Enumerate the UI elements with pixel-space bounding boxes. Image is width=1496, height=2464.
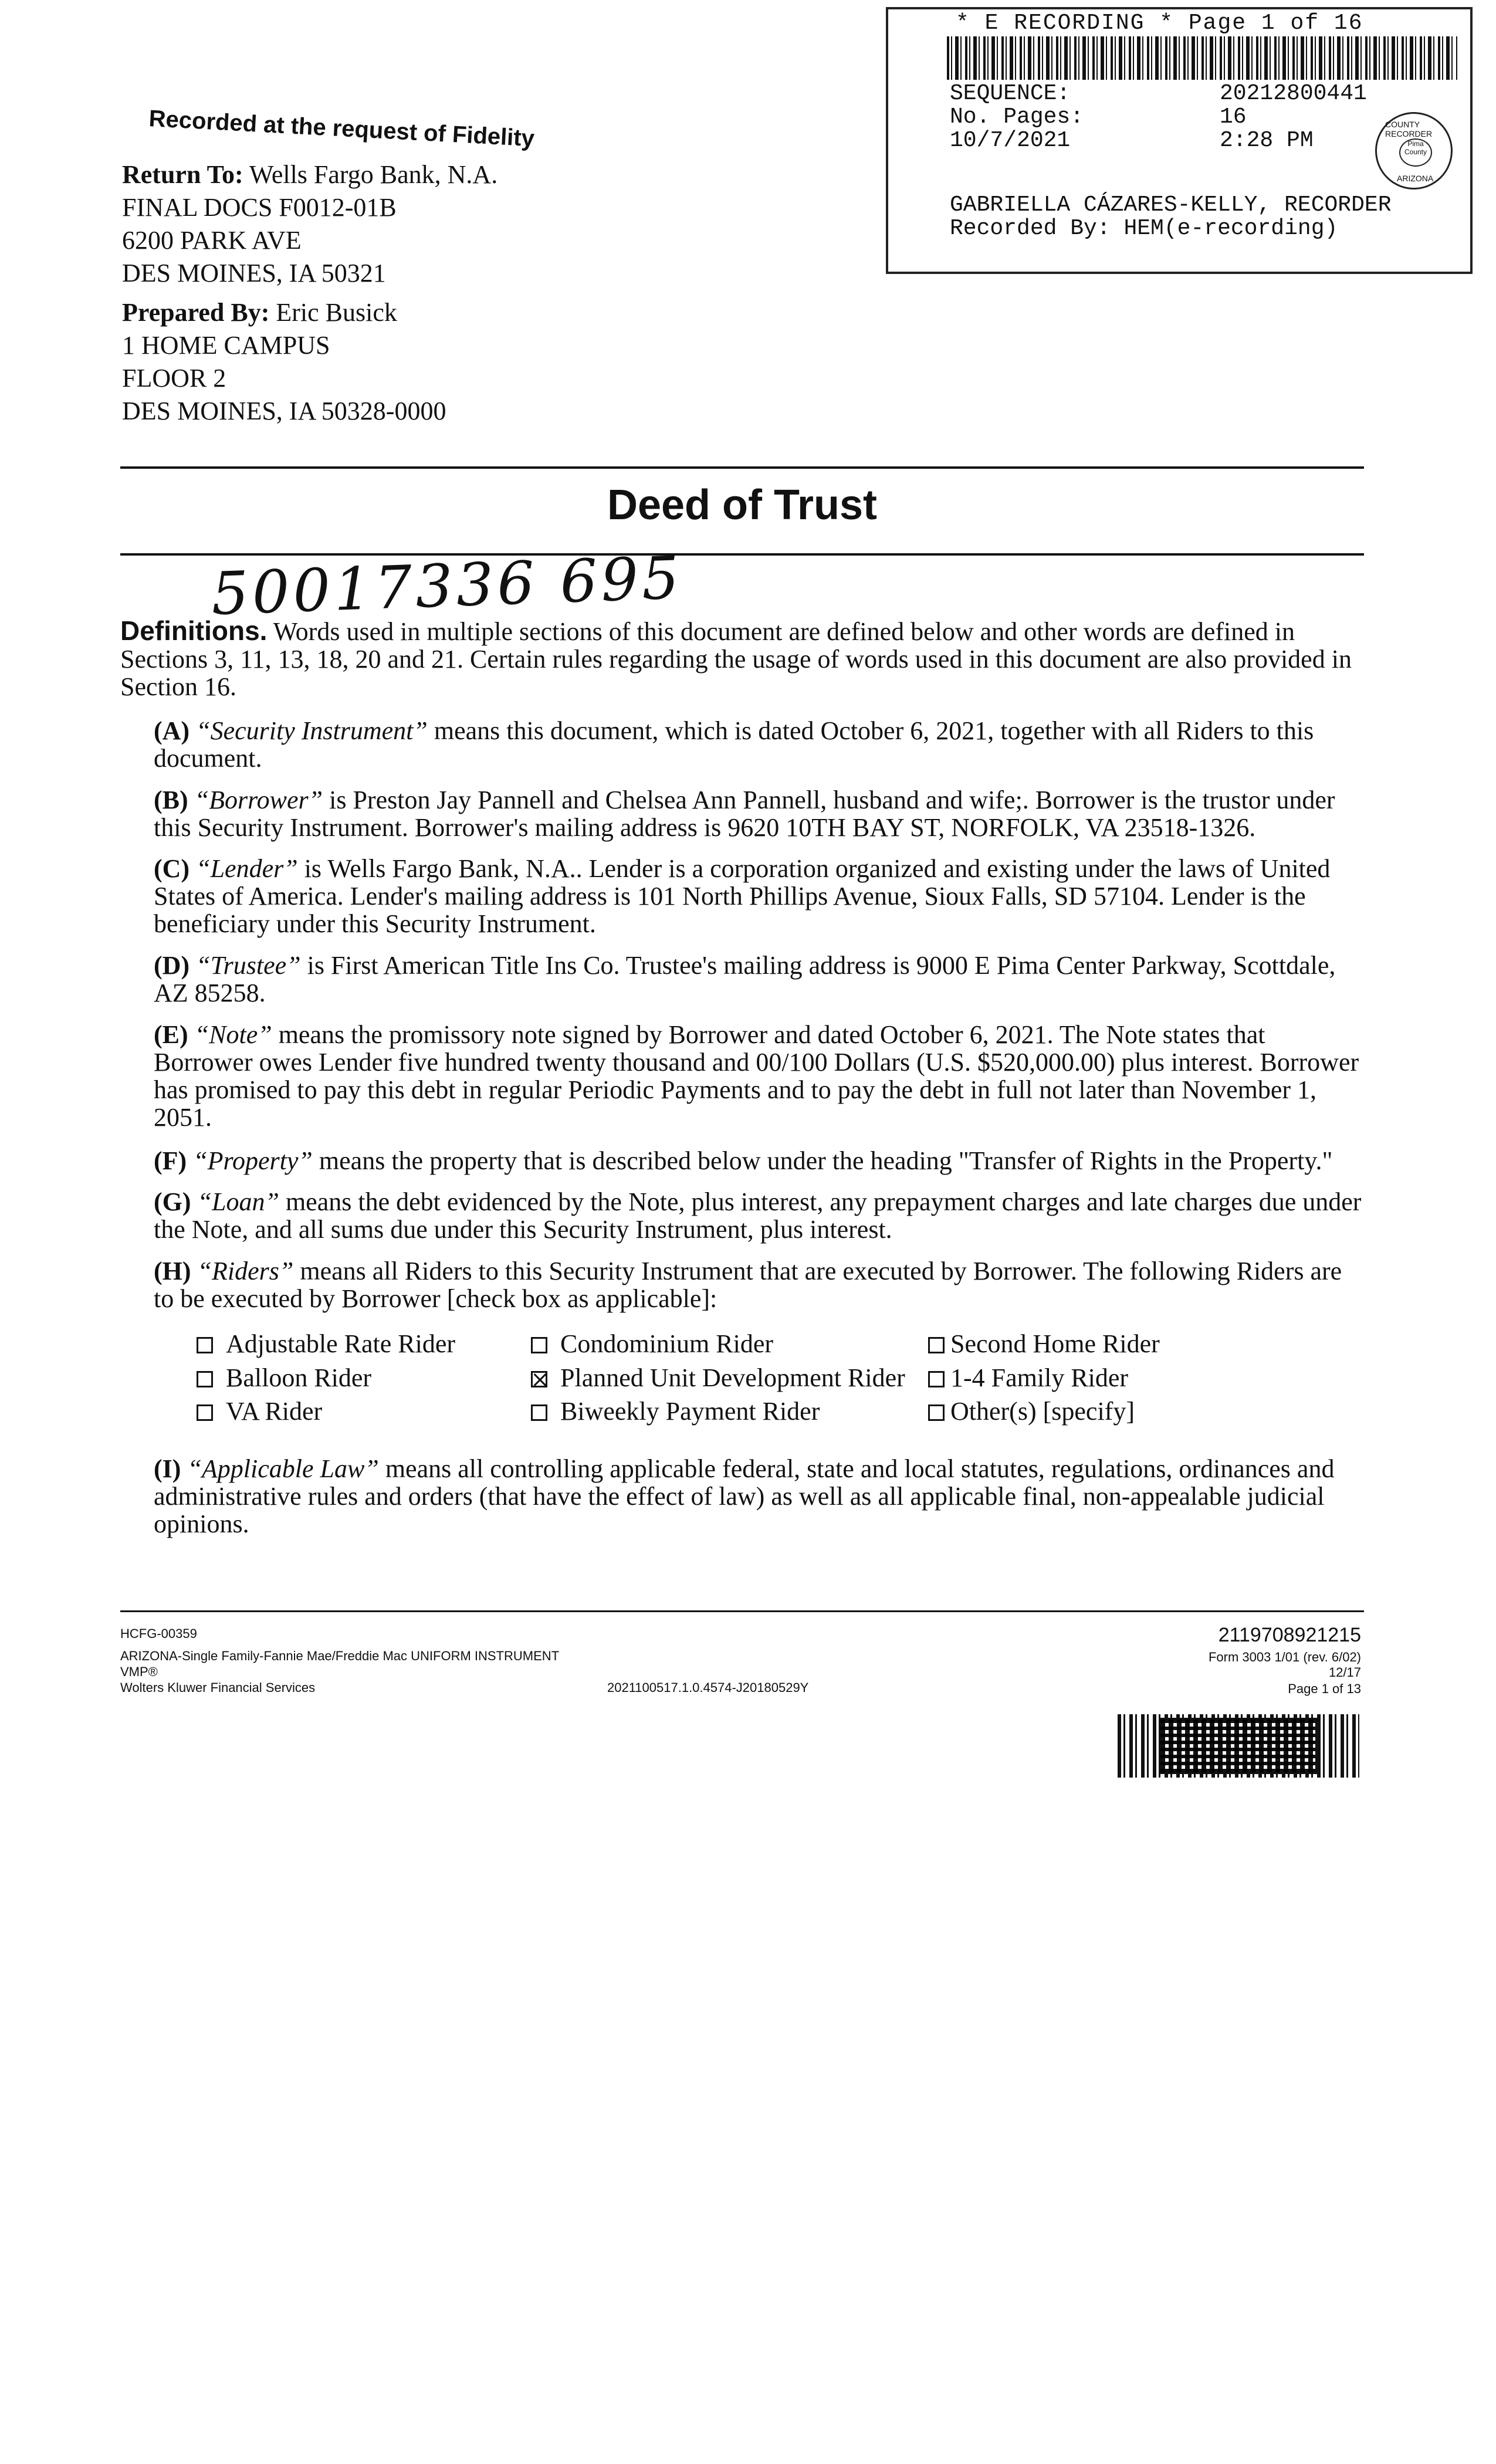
definition-key: (G): [154, 1187, 191, 1216]
definition-key: (H): [154, 1257, 191, 1285]
prepared-by-line1: 1 HOME CAMPUS: [122, 331, 330, 360]
definition-term: “Riders”: [197, 1257, 294, 1285]
definition-term: “Borrower”: [194, 786, 323, 814]
footer-code: HCFG-00359: [120, 1626, 197, 1641]
checkbox-icon[interactable]: [197, 1371, 213, 1387]
definition-h: [154, 1257, 1365, 1312]
rider-label: Planned Unit Development Rider: [560, 1363, 905, 1392]
title-rule-bottom: [120, 553, 1364, 556]
return-to-line3: DES MOINES, IA 50321: [122, 259, 386, 287]
definition-text: means this document, which is dated October 6, 2021, together with all Riders to this document.: [154, 716, 1314, 773]
definition-f: [154, 1147, 1365, 1175]
definition-key: (F): [154, 1146, 187, 1175]
rider-adjustable-rate[interactable]: [197, 1329, 455, 1359]
definition-term: “Lender”: [196, 854, 298, 883]
rider-label: Second Home Rider: [950, 1329, 1160, 1358]
definition-term: “Property”: [193, 1146, 313, 1175]
record-time: 2:28 PM: [1220, 128, 1314, 153]
definition-text: is Preston Jay Pannell and Chelsea Ann Pannell, husband and wife;. Borrower is the trustor under this Security Instrument. Borrower's mailing address is 9620 10TH BAY ST, NORFOLK, VA 23518-1326.: [154, 786, 1335, 842]
footer-publisher: Wolters Kluwer Financial Services: [120, 1680, 316, 1695]
rider-label: 1-4 Family Rider: [950, 1363, 1129, 1392]
document-title: Deed of Trust: [607, 482, 878, 529]
rider-label: Balloon Rider: [226, 1363, 372, 1392]
county-seal-icon: [1375, 112, 1453, 189]
seal-center-text: Pima County: [1399, 138, 1432, 167]
footer-vmp: VMP®: [120, 1664, 158, 1679]
sequence-value: 20212800441: [1220, 81, 1367, 106]
prepared-by-line3: DES MOINES, IA 50328-0000: [122, 397, 446, 425]
handwritten-number: 50017336 695: [210, 543, 684, 628]
footer-instrument: ARIZONA-Single Family-Fannie Mae/Freddie Mac UNIFORM INSTRUMENT: [120, 1649, 560, 1663]
definitions-intro: [120, 617, 1367, 700]
stamp-header: * E RECORDING * Page 1 of 16: [956, 11, 1363, 36]
record-date: 10/7/2021: [950, 128, 1071, 153]
return-to-block: [122, 158, 497, 290]
checkbox-icon[interactable]: [928, 1337, 945, 1353]
recorded-by: Recorded By: HEM(e-recording): [950, 216, 1338, 241]
definition-key: (B): [154, 786, 188, 814]
definition-text: means the debt evidenced by the Note, plus interest, any prepayment charges and late charges due under the Note, and all sums due under this Security Instrument, plus interest.: [154, 1187, 1362, 1244]
definition-term: “Loan”: [197, 1187, 279, 1216]
definition-term: “Applicable Law”: [187, 1454, 379, 1483]
definition-text: is Wells Fargo Bank, N.A.. Lender is a corporation organized and existing under the laws of United States of America. Lender's mailing address is 101 North Phillips Avenue, Sioux Falls, SD 57104. Lender is the beneficiary under this Security Instrument.: [154, 854, 1331, 938]
definition-d: [154, 952, 1365, 1007]
return-to-line2: 6200 PARK AVE: [122, 226, 302, 255]
rider-planned-unit-development[interactable]: [531, 1363, 905, 1393]
recorded-at-request-stamp: Recorded at the request of Fidelity: [148, 106, 535, 152]
definition-key: (A): [154, 716, 190, 745]
rider-label: Adjustable Rate Rider: [226, 1329, 456, 1358]
recorder-name: GABRIELLA CÁZARES-KELLY, RECORDER: [950, 192, 1392, 218]
title-rule-top: [120, 466, 1364, 469]
checkbox-icon[interactable]: [928, 1371, 945, 1387]
footer-rule: [120, 1610, 1364, 1612]
checkbox-icon[interactable]: [531, 1337, 547, 1353]
definition-text: means the property that is described below under the heading "Transfer of Rights in the Property.": [319, 1146, 1333, 1175]
prepared-by-line2: FLOOR 2: [122, 364, 226, 392]
footer-form: Form 3003 1/01 (rev. 6/02): [1208, 1650, 1361, 1664]
sequence-label: SEQUENCE:: [950, 81, 1071, 106]
pages-label: No. Pages:: [950, 104, 1084, 130]
footer-doc-id: 2021100517.1.0.4574-J20180529Y: [607, 1680, 809, 1695]
rider-va[interactable]: [197, 1396, 322, 1426]
rider-others[interactable]: [928, 1396, 1135, 1426]
prepared-by-block: [122, 296, 446, 428]
footer-page: Page 1 of 13: [1288, 1681, 1361, 1696]
rider-biweekly-payment[interactable]: [531, 1396, 820, 1426]
rider-balloon[interactable]: [197, 1363, 371, 1393]
definition-a: [154, 717, 1365, 772]
definition-key: (C): [154, 854, 190, 883]
recording-stamp: [886, 7, 1473, 274]
rider-label: VA Rider: [226, 1397, 323, 1426]
checkbox-icon[interactable]: [928, 1404, 945, 1421]
definition-key: (I): [154, 1454, 181, 1483]
stamp-barcode: [947, 36, 1457, 80]
checkbox-icon[interactable]: [197, 1337, 213, 1353]
rider-label: Other(s) [specify]: [950, 1397, 1135, 1426]
rider-label: Biweekly Payment Rider: [560, 1397, 820, 1426]
seal-top-text: COUNTY RECORDER: [1385, 120, 1433, 138]
return-to-line1: FINAL DOCS F0012-01B: [122, 193, 397, 222]
definition-e: [154, 1021, 1365, 1131]
definition-b: [154, 786, 1365, 841]
checkbox-icon[interactable]: [531, 1404, 547, 1421]
footer-loan-number: 2119708921215: [1218, 1624, 1361, 1646]
definition-i: [154, 1455, 1365, 1538]
definition-key: (D): [154, 951, 190, 980]
definition-term: “Note”: [194, 1020, 272, 1049]
prepared-by-label: Prepared By:: [122, 298, 270, 327]
return-to-name: Wells Fargo Bank, N.A.: [249, 160, 498, 189]
rider-1-4-family[interactable]: [928, 1363, 1128, 1393]
definition-g: [154, 1188, 1365, 1243]
seal-bottom-text: ARIZONA: [1397, 174, 1434, 183]
checkbox-checked-icon[interactable]: [531, 1371, 547, 1387]
rider-label: Condominium Rider: [560, 1329, 773, 1358]
definition-text: means all controlling applicable federal, state and local statutes, regulations, ordinances and administrative rules and orders (that have the effect of law) as well as all applicable final, non-appealable judicial opinions.: [154, 1454, 1335, 1538]
definition-text: means the promissory note signed by Borrower and dated October 6, 2021. The Note states that Borrower owes Lender five hundred twenty thousand and 00/100 Dollars (U.S. $520,000.00) plus interest. Borrower has promised to pay this debt in regular Periodic Payments and to pay the debt in full not later than November 1, 2051.: [154, 1020, 1359, 1132]
pages-value: 16: [1220, 104, 1247, 130]
definition-key: (E): [154, 1020, 188, 1049]
definition-term: “Security Instrument”: [196, 716, 428, 745]
definition-text: means all Riders to this Security Instrument that are executed by Borrower. The following Riders are to be executed by Borrower [check box as applicable]:: [154, 1257, 1342, 1313]
definitions-lead: Definitions.: [120, 615, 268, 646]
checkbox-icon[interactable]: [197, 1404, 213, 1421]
footer-barcode-icon: [1118, 1714, 1359, 1778]
rider-condominium[interactable]: [531, 1329, 773, 1359]
footer-form-date: 12/17: [1328, 1665, 1361, 1680]
definition-text: is First American Title Ins Co. Trustee's mailing address is 9000 E Pima Center Parkway, Scottdale, AZ 85258.: [154, 951, 1336, 1007]
definitions-intro-text: Words used in multiple sections of this document are defined below and other words are defined in Sections 3, 11, 13, 18, 20 and 21. Certain rules regarding the usage of words used in this document are also provided in Section 16.: [120, 617, 1352, 701]
return-to-label: Return To:: [122, 160, 243, 189]
rider-second-home[interactable]: [928, 1329, 1160, 1359]
prepared-by-name: Eric Busick: [276, 298, 397, 327]
definition-term: “Trustee”: [196, 951, 301, 980]
definition-c: [154, 855, 1365, 937]
